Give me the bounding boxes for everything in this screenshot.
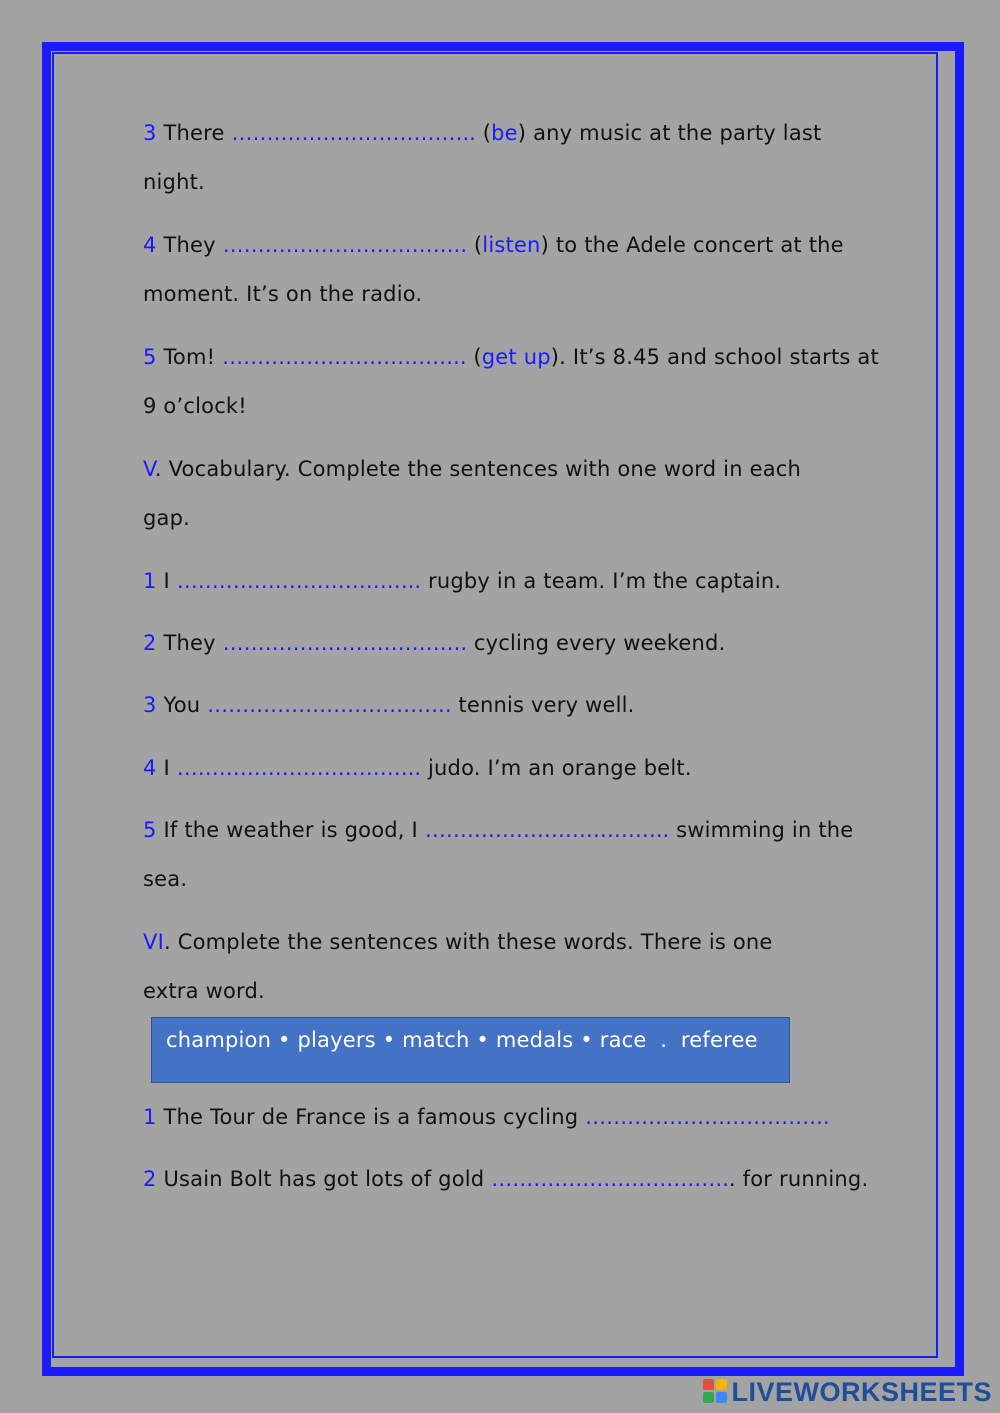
item-number: 3 [143,693,157,717]
item-number: 5 [143,818,157,842]
verb-hint: listen [482,233,541,257]
exercise-item [143,1167,868,1191]
answer-gap[interactable]: …………………………….. [585,1105,830,1129]
answer-gap[interactable]: …………………………….. [231,121,476,145]
exercise-item [143,756,692,780]
answer-gap[interactable]: ……………………………. [491,1167,729,1191]
item-text: tennis very well. [458,693,635,717]
section-number: V [143,457,155,481]
item-number: 3 [143,121,157,145]
item-text: cycling every weekend. [473,631,726,655]
exercise-item-continuation: sea. [143,867,188,891]
item-text: You [163,693,201,717]
section-heading-vi [143,930,773,954]
exercise-item: 4 They …………………………….. (listen) to the Adele concert at the [143,233,844,257]
item-text: swimming in the [676,818,854,842]
item-text: to the Adele concert at the [555,233,844,257]
item-text: The Tour de France is a famous cycling [163,1105,579,1129]
answer-gap[interactable]: …………………………….. [222,233,467,257]
item-text: . for running. [728,1167,869,1191]
logo-icon [703,1379,729,1405]
item-number: 2 [143,631,157,655]
answer-gap[interactable]: …………………………….. [207,693,452,717]
liveworksheets-logo[interactable] [703,1377,992,1407]
section-title: . Vocabulary. Complete the sentences with one word in each [154,457,802,481]
item-text: If the weather is good, I [163,818,418,842]
exercise-item [143,693,635,717]
answer-gap[interactable]: …………………………….. [424,818,670,842]
item-text: ). It’s 8.45 and school starts at [550,345,879,369]
word-bank-text: champion • players • match • medals • race . referee [166,1028,758,1052]
item-number: 1 [143,1105,157,1129]
item-text: I [163,569,170,593]
verb-hint: get up [481,345,551,369]
item-text: rugby in a team. I’m the captain. [428,569,782,593]
item-text: judo. I’m an orange belt. [428,756,692,780]
answer-gap[interactable]: …………………………….. [176,569,422,593]
exercise-item-continuation: night. [143,170,205,194]
item-number: 5 [143,345,157,369]
item-text: Tom! [163,345,216,369]
exercise-item: 3 There …………………………….. (be) any music at the party last [143,121,822,145]
section-title-continuation: extra word. [143,979,265,1003]
item-text: any music at the party last [533,121,822,145]
item-number: 2 [143,1167,157,1191]
item-text: They [163,631,216,655]
item-number: 1 [143,569,157,593]
exercise-item: 5 Tom! …………………………….. (get up). It’s 8.45 and school starts at [143,345,879,369]
section-number: VI [143,930,164,954]
item-number: 4 [143,233,157,257]
item-text: I [163,756,170,780]
item-text: There [163,121,225,145]
word-bank-box [151,1017,790,1083]
exercise-item-continuation: 9 o’clock! [143,394,247,418]
answer-gap[interactable]: …………………………….. [176,756,422,780]
section-heading-v [143,457,801,481]
exercise-item [143,569,781,593]
logo-text: LIVEWORKSHEETS [731,1376,992,1407]
answer-gap[interactable]: …………………………….. [222,345,467,369]
section-title-continuation: gap. [143,506,191,530]
item-text: Usain Bolt has got lots of gold [163,1167,485,1191]
exercise-item [143,631,725,655]
exercise-item-continuation: moment. It’s on the radio. [143,282,423,306]
section-title: . Complete the sentences with these words. There is one [163,930,773,954]
verb-hint: be [491,121,518,145]
exercise-item [143,818,853,842]
answer-gap[interactable]: …………………………….. [222,631,467,655]
item-number: 4 [143,756,157,780]
exercise-item [143,1105,830,1129]
item-text: They [163,233,216,257]
